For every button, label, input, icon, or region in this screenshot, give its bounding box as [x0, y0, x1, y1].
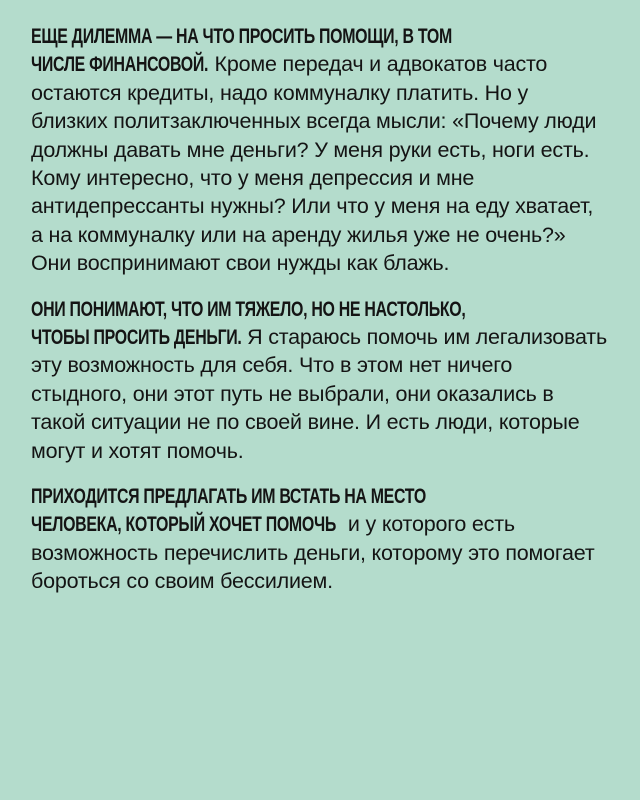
paragraph-lead-text: ЕЩЕ ДИЛЕММА — НА ЧТО ПРОСИТЬ ПОМОЩИ, В ТОМ	[31, 24, 452, 48]
paragraph-financial-help	[31, 22, 610, 278]
paragraph-body-text: и у которого есть возможность перечислить деньги, которому это помогает бороться со своим бессилием.	[31, 512, 595, 594]
paragraph-lead-line	[31, 22, 610, 50]
paragraph-lead-line	[31, 295, 610, 323]
paragraph-lead-line	[31, 482, 610, 510]
paragraph-lead-text: ПРИХОДИТСЯ ПРЕДЛАГАТЬ ИМ ВСТАТЬ НА МЕСТО	[31, 484, 426, 509]
paragraph-helper-perspective	[31, 482, 610, 596]
paragraph-lead-text: ЧИСЛЕ ФИНАНСОВОЙ.	[31, 52, 209, 77]
paragraph-lead-text: ОНИ ПОНИМАЮТ, ЧТО ИМ ТЯЖЕЛО, НО НЕ НАСТОЛЬКО,	[31, 296, 466, 321]
paragraph-asking-money	[31, 295, 610, 465]
paragraph-body-text: Кроме передач и адвокатов часто остаются кредиты, надо коммуналку платить. Но у близких политзаключенных всегда мысли: «Почему люди должны давать мне деньги? У меня руки есть, ноги есть. Кому интересно, что у меня депрессия и мне антидепрессанты нужны? Или что у меня на еду хватает, а на коммуналку или на аренду жилья уже не очень?» Они воспринимают свои нужды как блажь.	[31, 52, 597, 276]
paragraph-body-text: Я стараюсь помочь им легализовать эту возможность для себя. Что в этом нет ничего стыдного, они этот путь не выбрали, они оказались в такой ситуации не по своей вине. И есть люди, которые могут и хотят помочь.	[31, 325, 607, 463]
paragraph-lead-text: ЧТОБЫ ПРОСИТЬ ДЕНЬГИ.	[31, 325, 242, 350]
paragraph-lead-text: ЧЕЛОВЕКА, КОТОРЫЙ ХОЧЕТ ПОМОЧЬ	[31, 512, 336, 537]
